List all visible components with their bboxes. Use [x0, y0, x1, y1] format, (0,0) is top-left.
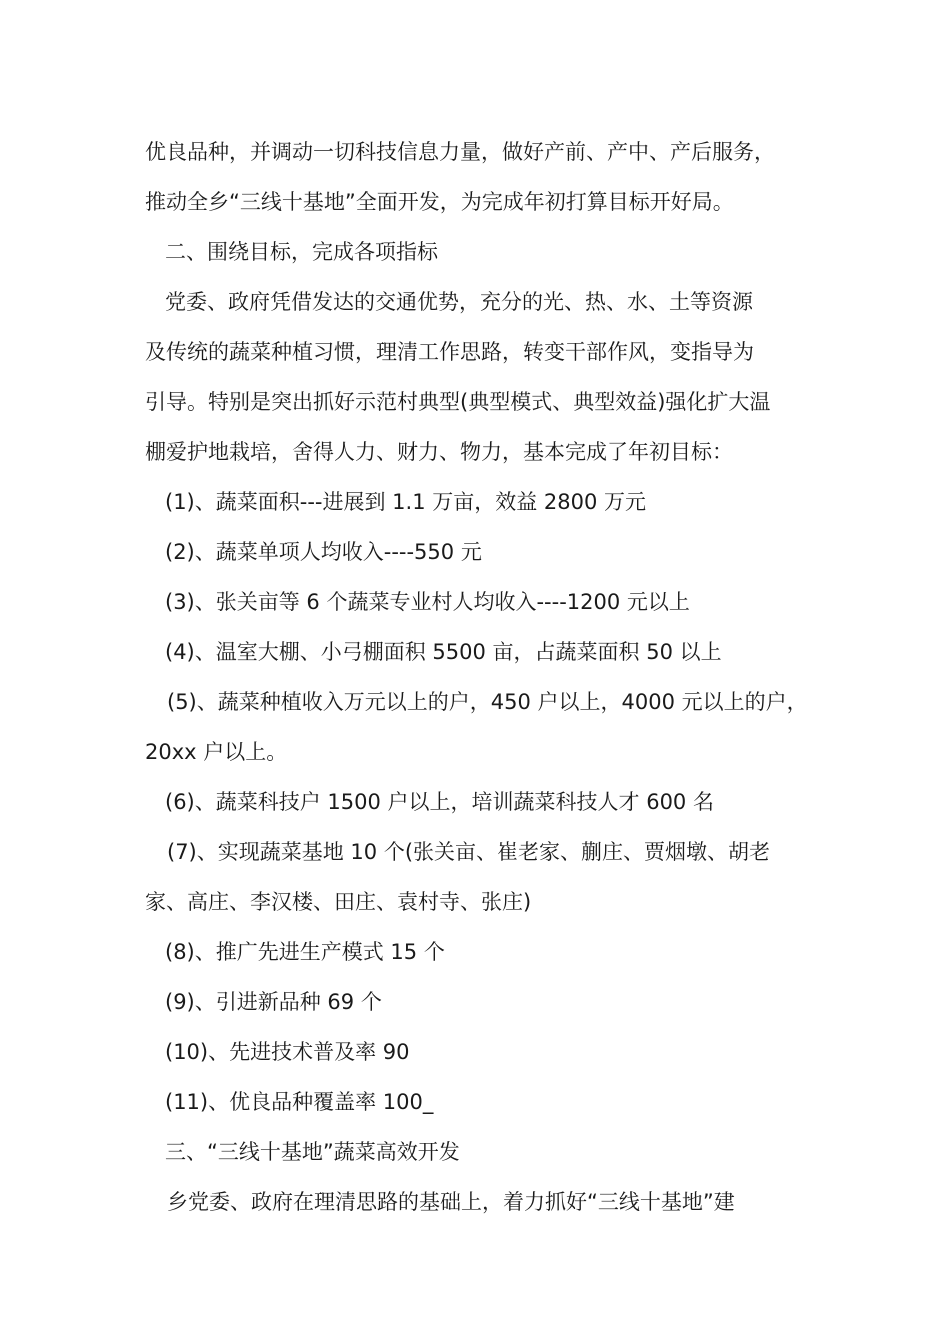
paragraph-line: 党委、政府凭借发达的交通优势，充分的光、热、水、土等资源 — [165, 290, 753, 314]
list-item: (7)、实现蔬菜基地 10 个(张关亩、崔老家、蒯庄、贾烟墩、胡老 — [167, 840, 771, 864]
paragraph-line: 棚爱护地栽培，舍得人力、财力、物力，基本完成了年初目标： — [145, 440, 733, 464]
list-item: (8)、推广先进生产模式 15 个 — [165, 940, 445, 964]
paragraph-line: 引导。特别是突出抓好示范村典型(典型模式、典型效益)强化扩大温 — [145, 390, 771, 414]
paragraph-line: 优良品种，并调动一切科技信息力量，做好产前、产中、产后服务， — [145, 140, 775, 164]
section-heading: 二、围绕目标，完成各项指标 — [165, 240, 438, 264]
list-item: (3)、张关亩等 6 个蔬菜专业村人均收入----1200 元以上 — [165, 590, 690, 614]
list-item: (11)、优良品种覆盖率 100_ — [165, 1090, 434, 1114]
section-heading: 三、“三线十基地”蔬菜高效开发 — [165, 1140, 460, 1164]
list-item-continuation: 20xx 户以上。 — [145, 740, 288, 764]
list-item: (5)、蔬菜种植收入万元以上的户，450 户以上，4000 元以上的户， — [167, 690, 808, 714]
list-item: (6)、蔬菜科技户 1500 户以上，培训蔬菜科技人才 600 名 — [165, 790, 714, 814]
list-item: (9)、引进新品种 69 个 — [165, 990, 382, 1014]
list-item-continuation: 家、高庄、李汉楼、田庄、袁村寺、张庄) — [145, 890, 532, 914]
list-item: (2)、蔬菜单项人均收入----550 元 — [165, 540, 482, 564]
list-item: (10)、先进技术普及率 90 — [165, 1040, 410, 1064]
list-item: (4)、温室大棚、小弓棚面积 5500 亩，占蔬菜面积 50 以上 — [165, 640, 722, 664]
paragraph-line: 推动全乡“三线十基地”全面开发，为完成年初打算目标开好局。 — [145, 190, 734, 214]
list-item: (1)、蔬菜面积---进展到 1.1 万亩，效益 2800 万元 — [165, 490, 647, 514]
paragraph-line: 及传统的蔬菜种植习惯，理清工作思路，转变干部作风，变指导为 — [145, 340, 754, 364]
paragraph-line: 乡党委、政府在理清思路的基础上，着力抓好“三线十基地”建 — [167, 1190, 735, 1214]
